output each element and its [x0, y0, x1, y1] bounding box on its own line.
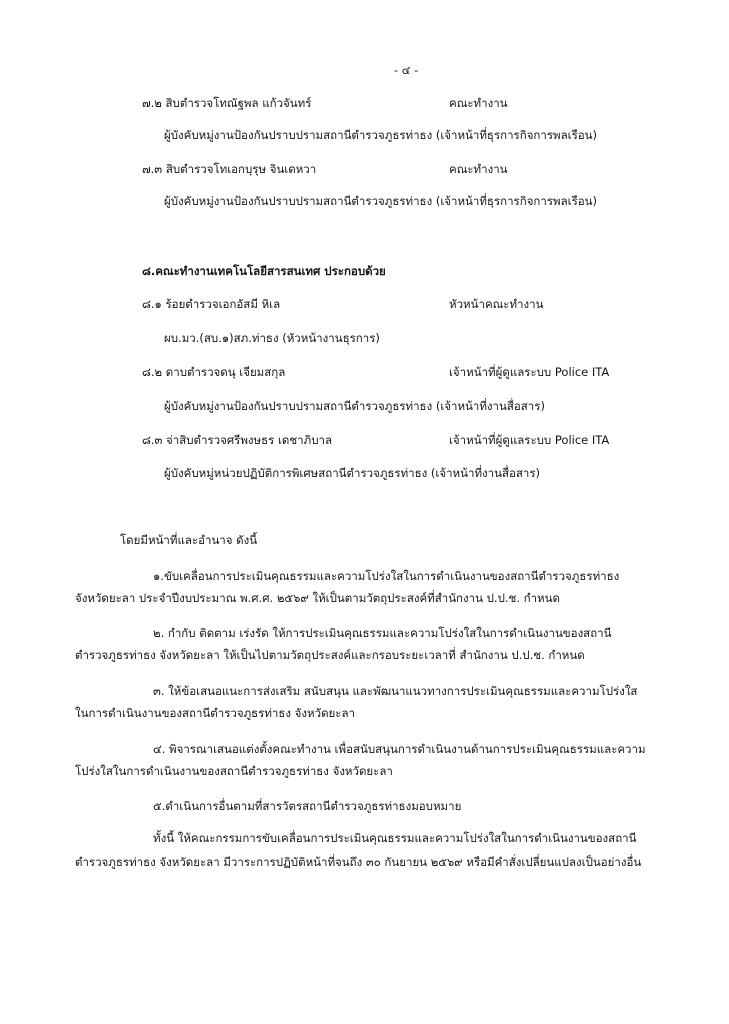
- closing-line-2: ตำรวจภูธรท่าธง จังหวัดยะลา มีวาระการปฏิบัติหน้าที่จนถึง ๓๐ กันยายน ๒๕๖๙ หรือมีคำสั่งเปลี่ยนแปลงเป็นอย่างอื่น: [75, 855, 642, 869]
- closing-line-1: ทั้งนี้ ให้คณะกรรมการขับเคลื่อนการประเมินคุณธรรมและความโปร่งใสในการดำเนินงานของสถานี: [153, 831, 637, 845]
- member-role: คณะทำงาน: [449, 162, 508, 176]
- member-position: ผู้บังคับหมู่งานป้องกันปราบปรามสถานีตำรวจภูธรท่าธง (เจ้าหน้าที่งานสื่อสาร): [164, 399, 545, 413]
- duty-1-line-1: ๑.ขับเคลื่อนการประเมินคุณธรรมและความโปร่งใสในการดำเนินงานของสถานีตำรวจภูธรท่าธง: [153, 569, 620, 583]
- member-role: คณะทำงาน: [449, 96, 508, 110]
- member-name: ๘.๑ ร้อยตำรวจเอกอัสมี หิเล: [142, 297, 281, 311]
- member-role: หัวหน้าคณะทำงาน: [449, 297, 544, 311]
- duty-4-line-1: ๔. พิจารณาเสนอแต่งตั้งคณะทำงาน เพื่อสนับสนุนการดำเนินงานด้านการประเมินคุณธรรมและความ: [153, 742, 646, 756]
- member-role: เจ้าหน้าที่ผู้ดูแลระบบ Police ITA: [449, 433, 610, 447]
- page-number: - ๔ -: [394, 63, 419, 77]
- member-position: ผู้บังคับหมู่งานป้องกันปราบปรามสถานีตำรวจภูธรท่าธง (เจ้าหน้าที่ธุรการกิจการพลเรือน): [164, 128, 598, 142]
- duty-3-line-1: ๓. ให้ข้อเสนอแนะการส่งเสริม สนับสนุน และพัฒนาแนวทางการประเมินคุณธรรมและความโปร่งใส: [153, 684, 638, 698]
- member-position: ผู้บังคับหมู่หน่วยปฏิบัติการพิเศษสถานีตำรวจภูธรท่าธง (เจ้าหน้าที่งานสื่อสาร): [164, 466, 541, 480]
- member-name: ๘.๓ จ่าสิบตำรวจศรีพงษธร เดชาภิบาล: [142, 433, 333, 447]
- duty-1-line-2: จังหวัดยะลา ประจำปีงบประมาณ พ.ศ.ศ. ๒๕๖๙ ให้เป็นตามวัตถุประสงค์ที่สำนักงาน ป.ป.ช. กำหนด: [75, 591, 560, 605]
- duties-heading: โดยมีหน้าที่และอำนาจ ดังนี้: [120, 533, 258, 547]
- member-position: ผบ.มว.(สบ.๑)สภ.ท่าธง (หัวหน้างานธุรการ): [164, 331, 380, 345]
- member-name: ๗.๓ สิบตำรวจโทเอกบุรุษ จินเดหวา: [142, 162, 317, 176]
- section-heading: ๘.คณะทำงานเทคโนโลยีสารสนเทศ ประกอบด้วย: [142, 264, 386, 278]
- member-name: ๗.๒ สิบตำรวจโทณัฐพล แก้วจันทร์: [142, 96, 312, 110]
- member-name: ๘.๒ ดาบตำรวจดนุ เจียมสกุล: [142, 365, 286, 379]
- member-role: เจ้าหน้าที่ผู้ดูแลระบบ Police ITA: [449, 365, 610, 379]
- duty-5-line-1: ๕.ดำเนินการอื่นตามที่สารวัตรสถานีตำรวจภูธรท่าธงมอบหมาย: [153, 799, 462, 813]
- duty-2-line-2: ตำรวจภูธรท่าธง จังหวัดยะลา ให้เป็นไปตามวัตถุประสงค์และกรอบระยะเวลาที่ สำนักงาน ป.ป.ช. กำหนด: [75, 648, 585, 662]
- duty-2-line-1: ๒. กำกับ ติดตาม เร่งรัด ให้การประเมินคุณธรรมและความโปร่งใสในการดำเนินงานของสถานี: [153, 626, 612, 640]
- duty-3-line-2: ในการดำเนินงานของสถานีตำรวจภูธรท่าธง จังหวัดยะลา: [75, 706, 355, 720]
- member-position: ผู้บังคับหมู่งานป้องกันปราบปรามสถานีตำรวจภูธรท่าธง (เจ้าหน้าที่ธุรการกิจการพลเรือน): [164, 194, 598, 208]
- duty-4-line-2: โปร่งใสในการดำเนินงานของสถานีตำรวจภูธรท่าธง จังหวัดยะลา: [75, 764, 393, 778]
